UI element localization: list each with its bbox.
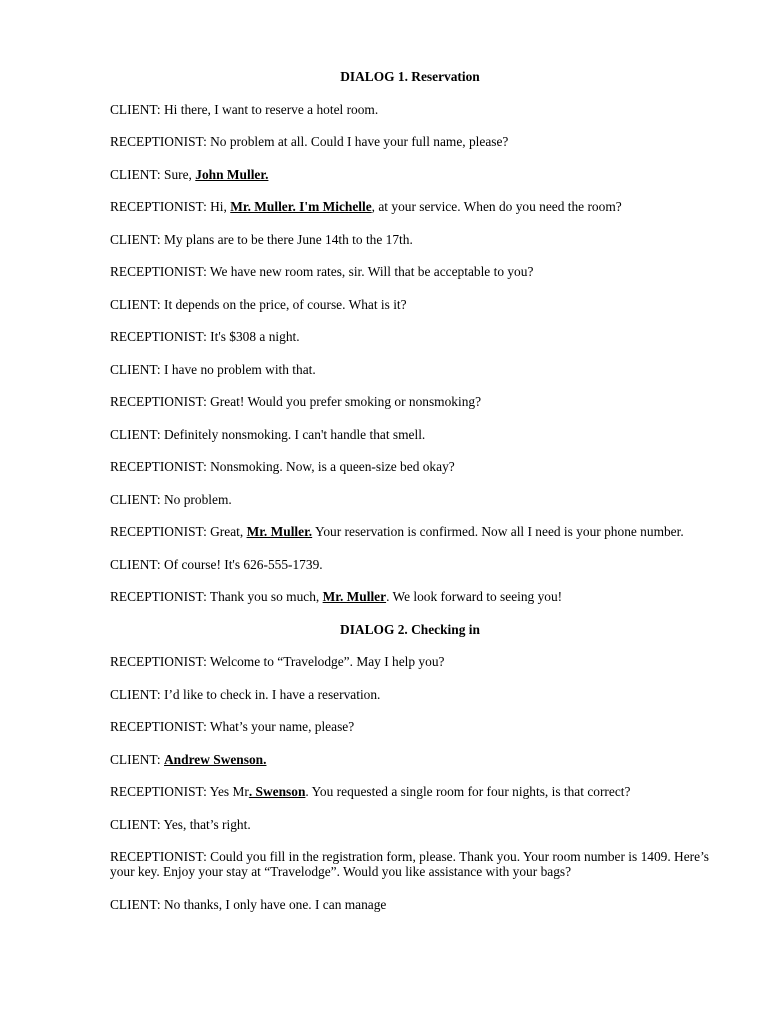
line-text: We have new room rates, sir. Will that be acceptable to you? [209, 264, 534, 279]
dialog-line [110, 102, 710, 117]
document-page [110, 69, 710, 929]
speaker: RECEPTIONIST: [110, 784, 210, 799]
highlighted-name: Mr. Muller [322, 589, 387, 604]
line-text: I have no problem with that. [164, 361, 316, 377]
dialog-line [110, 329, 710, 344]
speaker: CLIENT: [110, 556, 165, 572]
dialog2-title: DIALOG 2. Checking in [340, 621, 480, 637]
line-text: Yes, that’s right. [163, 816, 251, 832]
dialog-line [110, 362, 710, 377]
speaker: CLIENT: [110, 896, 165, 912]
speaker: RECEPTIONIST: [110, 459, 211, 474]
dialog-line [110, 232, 710, 247]
speaker: CLIENT: [110, 361, 165, 377]
speaker: RECEPTIONIST: [110, 329, 211, 344]
line-text: Sure, [164, 166, 196, 182]
speaker: CLIENT: [110, 816, 164, 832]
line-text: . We look forward to seeing you! [386, 589, 563, 604]
speaker: CLIENT: [110, 426, 165, 442]
dialog-line [110, 687, 710, 702]
dialog-line [110, 719, 710, 734]
line-text: Hi, [210, 199, 231, 214]
speaker: CLIENT: [110, 231, 165, 247]
line-text: . You requested a single room for four nights, is that correct? [305, 784, 631, 799]
line-text: Definitely nonsmoking. I can't handle that smell. [164, 426, 426, 442]
speaker: CLIENT: [110, 166, 165, 182]
dialog-line [110, 167, 710, 182]
line-text: No problem. [164, 491, 232, 507]
dialog-line [110, 427, 710, 442]
highlighted-name: Andrew Swenson. [164, 751, 267, 767]
dialog-line [110, 524, 710, 539]
line-text: Great, [210, 524, 247, 539]
dialog-line [110, 134, 710, 149]
line-text: Great! Would you prefer smoking or nonsmoking? [210, 394, 482, 409]
highlighted-name: Mr. Muller. I'm Michelle [230, 199, 372, 214]
speaker: RECEPTIONIST: [110, 264, 210, 279]
line-text: Yes Mr [209, 784, 249, 799]
line-text: I’d like to check in. I have a reservation. [164, 686, 381, 702]
speaker: RECEPTIONIST: [110, 524, 211, 539]
dialog-line [110, 459, 710, 474]
speaker: CLIENT: [110, 686, 165, 702]
speaker: CLIENT: [110, 751, 165, 767]
dialog-line [110, 264, 710, 279]
speaker: RECEPTIONIST: [110, 394, 211, 409]
dialog-line [110, 752, 710, 767]
speaker: CLIENT: [110, 101, 165, 117]
line-text: Welcome to “Travelodge”. May I help you? [209, 654, 445, 669]
dialog-line [110, 654, 710, 669]
line-text: It's $308 a night. [210, 329, 300, 344]
speaker: RECEPTIONIST: [110, 589, 210, 604]
speaker: RECEPTIONIST: [110, 654, 210, 669]
speaker: RECEPTIONIST: [110, 849, 211, 864]
line-text: Nonsmoking. Now, is a queen-size bed okay? [210, 459, 455, 474]
line-text: My plans are to be there June 14th to the 17th. [164, 231, 413, 247]
dialog-line [110, 784, 710, 799]
line-text: Of course! It's 626-555-1739. [164, 556, 323, 572]
speaker: RECEPTIONIST: [110, 199, 211, 214]
line-text: What’s your name, please? [209, 719, 355, 734]
dialog-line [110, 199, 710, 214]
dialog-line [110, 297, 710, 312]
highlighted-name: John Muller. [195, 166, 269, 182]
line-text: Your reservation is confirmed. Now all I need is your phone number. [312, 524, 684, 539]
line-text: No thanks, I only have one. I can manage [164, 896, 387, 912]
line-text: Could you fill in the registration form, please. Thank you. Your room number is 1409. Here’s your key. Enjoy your stay at “Travelodge”. Would you like assistance with your bags? [110, 849, 709, 879]
line-text: Hi there, I want to reserve a hotel room. [164, 101, 379, 117]
speaker: CLIENT: [110, 491, 165, 507]
line-text: , at your service. When do you need the room? [371, 199, 622, 214]
speaker: CLIENT: [110, 296, 165, 312]
dialog-line [110, 897, 710, 912]
highlighted-name: Mr. Muller. [246, 524, 313, 539]
dialog-line [110, 394, 710, 409]
line-text: It depends on the price, of course. What is it? [164, 296, 407, 312]
line-text: Thank you so much, [209, 589, 323, 604]
dialog-line [110, 849, 710, 879]
dialog-line [110, 492, 710, 507]
dialog-line [110, 557, 710, 572]
dialog-line [110, 589, 710, 604]
highlighted-name: . Swenson [248, 784, 306, 799]
speaker: RECEPTIONIST: [110, 719, 210, 734]
speaker: RECEPTIONIST: [110, 134, 211, 149]
dialog-line [110, 817, 710, 832]
dialog1-title: DIALOG 1. Reservation [340, 69, 480, 84]
line-text: No problem at all. Could I have your full name, please? [210, 134, 509, 149]
